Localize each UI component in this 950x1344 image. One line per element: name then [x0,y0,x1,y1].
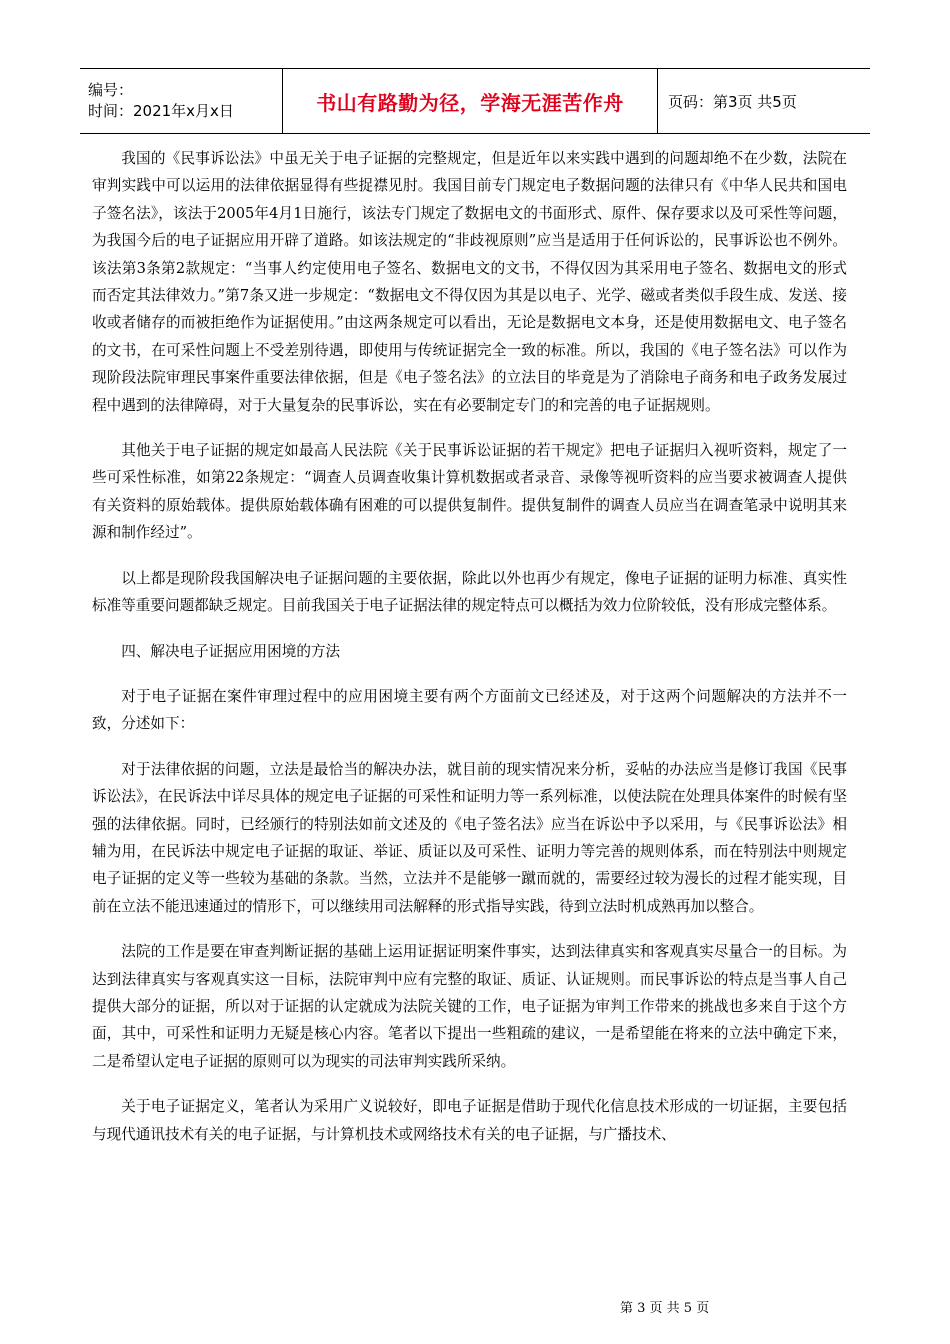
header-meta [80,69,283,133]
paragraph: 以上都是现阶段我国解决电子证据问题的主要依据，除此以外也再少有规定，像电子证据的证明力标准、真实性标准等重要问题都缺乏规定。目前我国关于电子证据法律的规定特点可以概括为效力位阶较低，没有形成完整体系。 [92,569,847,615]
paragraph: 我国的《民事诉讼法》中虽无关于电子证据的完整规定，但是近年以来实践中遇到的问题却绝不在少数，法院在审判实践中可以运用的法律依据显得有些捉襟见肘。我国目前专门规定电子数据问题的法律只有《中华人民共和国电子签名法》，该法于2005年4月1日施行，该法专门规定了数据电文的书面形式、原件、保存要求以及可采性等问题，为我国今后的电子证据应用开辟了道路。如该法规定的“非歧视原则”应当是适用于任何诉讼的，民事诉讼也不例外。该法第3条第2款规定：“当事人约定使用电子签名、数据电文的文书，不得仅因为其采用电子签名、数据电文的形式而否定其法律效力。”第7条又进一步规定：“数据电文不得仅因为其是以电子、光学、磁或者类似手段生成、发送、接收或者储存的而被拒绝作为证据使用。”由这两条规定可以看出，无论是数据电文本身，还是使用数据电文、电子签名的文书，在可采性问题上不受差别待遇，即使用与传统证据完全一致的标准。所以，我国的《电子签名法》可以作为现阶段法院审理民事案件重要法律依据，但是《电子签名法》的立法目的毕竟是为了消除电子商务和电子政务发展过程中遇到的法律障碍，对于大量复杂的民事诉讼，实在有必要制定专门的和完善的电子证据规则。 [92,150,847,414]
date-label: 时间：2021年x月x日 [88,102,234,120]
document-body [92,145,847,1166]
page-header [80,68,870,134]
paragraph: 其他关于电子证据的规定如最高人民法院《关于民事诉讼证据的若干规定》把电子证据归入视听资料，规定了一些可采性标准，如第22条规定：“调查人员调查收集计算机数据或者录音、录像等视听资料的应当要求被调查人提供有关资料的原始载体。提供原始载体确有困难的可以提供复制件。提供复制件的调查人员应当在调查笔录中说明其来源和制作经过”。 [92,442,847,542]
header-page-cell [658,69,870,133]
paragraph: 对于法律依据的问题，立法是最恰当的解决办法，就目前的现实情况来分析，妥帖的办法应当是修订我国《民事诉讼法》，在民诉法中详尽具体的规定电子证据的可采性和证明力等一系列标准，以使法院在处理具体案件的时候有坚强的法律依据。同时，已经颁行的特别法如前文述及的《电子签名法》应当在诉讼中予以采用，与《民事诉讼法》相辅为用，在民诉法中规定电子证据的取证、举证、质证以及可采性、证明力等完善的规则体系，而在特别法中则规定电子证据的定义等一些较为基础的条款。当然，立法并不是能够一蹴而就的，需要经过较为漫长的过程才能实现，目前在立法不能迅速通过的情形下，可以继续用司法解释的形式指导实践，待到立法时机成熟再加以整合。 [92,760,847,915]
header-motto-cell [283,69,658,133]
paragraph: 法院的工作是要在审查判断证据的基础上运用证据证明案件事实，达到法律真实和客观真实尽量合一的目标。为达到法律真实与客观真实这一目标，法院审判中应有完整的取证、质证、认证规则。而民事诉讼的特点是当事人自己提供大部分的证据，所以对于证据的认定就成为法院关键的工作，电子证据为审判工作带来的挑战也多来自于这个方面，其中，可采性和证明力无疑是核心内容。笔者以下提出一些粗疏的建议，一是希望能在将来的立法中确定下来，二是希望认定电子证据的原则可以为现实的司法审判实践所采纳。 [92,943,847,1070]
page-footer: 第 3 页 共 5 页 [620,1301,710,1316]
page-label: 页码：第3页 共5页 [668,92,797,111]
motto-text: 书山有路勤为径，学海无涯苦作舟 [316,90,624,115]
number-label: 编号： [88,81,134,99]
section-heading: 四、解决电子证据应用困境的方法 [121,642,341,660]
paragraph: 关于电子证据定义，笔者认为采用广义说较好，即电子证据是借助于现代化信息技术形成的一切证据，主要包括与现代通讯技术有关的电子证据，与计算机技术或网络技术有关的电子证据，与广播技术、 [92,1098,847,1143]
paragraph: 对于电子证据在案件审理过程中的应用困境主要有两个方面前文已经述及，对于这两个问题解决的方法并不一致，分述如下： [92,687,847,733]
